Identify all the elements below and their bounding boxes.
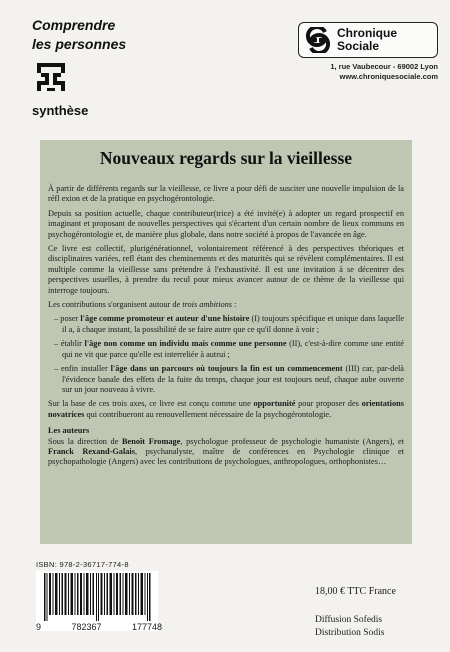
description-panel — [40, 140, 412, 544]
barcode-digits: 9 782367 177748 — [36, 622, 162, 632]
publisher-address: 1, rue Vaubecour - 69002 Lyon — [330, 62, 438, 71]
barcode — [36, 571, 162, 632]
paragraph-intro: À partir de différents regards sur la vieillesse, ce livre a pour défi de susciter une nouvelle impulsion de la réfl exion et de la pratique en psychogérontologie. — [48, 184, 404, 204]
description-body — [48, 184, 404, 472]
paragraph-opportunite: Sur la base de ces trois axes, ce livre est conçu comme une opportunité pour proposer des orientations novatrices qui contribueront au renouvellement nécessaire de la psychogérontologie. — [48, 399, 404, 419]
paragraph-collectif: Ce livre est collectif, plurigénérationnel, volontairement référencé à des perspectives théoriques et disciplinaires variées, refl étant des cheminements et des maturités qui se révèlent complémentaires. Il est multiple comme la vieillesse sans prétendre à l'exhaustivité. Il est une invitation à se décentrer des perspectives usuelles, à prendre du recul pour mieux avancer autour de ce thème de la vieillesse qui interroge toujours. — [48, 244, 404, 295]
isbn-text: ISBN: 978-2-36717-774-8 — [36, 560, 129, 569]
publisher-block — [298, 22, 438, 81]
publisher-url: www.chroniquesociale.com — [339, 72, 438, 81]
authors-heading: Les auteurs — [48, 426, 90, 436]
paragraph-position: Depuis sa position actuelle, chaque contributeur(trice) a été invité(e) à adopter un regard prospectif en imaginant et proposant de nouvelles perspectives qui s'écartent d'un certain nombre de lieux communs en psychogérontologie et, de manière plus globale, dans notre société à propos de l'avancée en âge. — [48, 208, 404, 239]
distribution-info — [315, 614, 384, 640]
series-glyph-icon — [36, 62, 66, 92]
ambition-item-1: – poser l'âge comme promoteur et auteur d'une histoire (I) toujours spécifique et unique dans laquelle il a, à chaque instant, la possibilité de se faire autre que ce qu'il donne à voir ; — [54, 314, 405, 334]
series-block — [32, 16, 152, 118]
book-title: Nouveaux regards sur la vieillesse — [99, 148, 353, 168]
publisher-logo-icon — [305, 27, 331, 53]
ambition-item-3: – enfin installer l'âge dans un parcours où toujours la fin est un commencement (III) car, par-delà l'évidence banale des effets de la fuite du temps, chaque jour est toujours neuf, chaque aube ouverte sur un jour nouveau à vivre. — [54, 364, 404, 394]
barcode-area — [36, 560, 166, 631]
ambition-item-2: – établir l'âge non comme un individu mais comme une personne (II), c'est-à-dire comme une entité qui ne vit que parce qu'elle est interreliée à autrui ; — [54, 339, 404, 359]
barcode-bars-icon — [36, 571, 158, 621]
series-title-line2: les personnes — [32, 36, 127, 52]
distribution-text: Distribution Sodis — [315, 628, 385, 638]
diffusion-text: Diffusion Sofedis — [315, 615, 383, 625]
series-title-line1: Comprendre — [32, 17, 116, 33]
paragraph-authors: Sous la direction de Benoît Fromage, psychologue professeur de psychologie humaniste (Angers), et Franck Rexand-Galais, psychanalyste, maître de conférences en Psychologie clinique et psychopathologie (Angers) avec les contributions de psychologues, anthropologues, orthophonistes… — [48, 436, 405, 467]
publisher-logo-box — [298, 22, 438, 58]
publisher-name-line2: Sociale — [337, 39, 380, 53]
publisher-name-line1: Chronique — [337, 26, 397, 40]
price: 18,00 € TTC France — [315, 586, 396, 597]
series-subtitle: synthèse — [32, 103, 89, 118]
paragraph-ambitions: Les contributions s'organisent autour de trois ambitions : — [48, 300, 237, 310]
